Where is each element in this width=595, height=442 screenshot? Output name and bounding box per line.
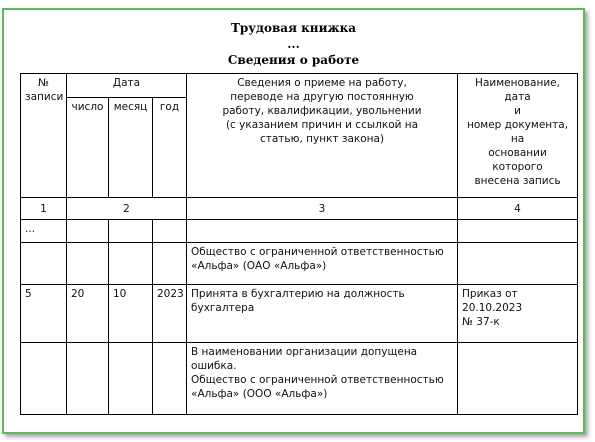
header-info: Сведения о приеме на работу, переводе на другую постоянную работу, квалификации, увольнении (с указанием причин и ссылкой на статью, пункт закона) <box>187 74 458 198</box>
row-month <box>109 243 153 285</box>
column-number-row <box>21 198 578 220</box>
header-doc: Наименование, дата и номер документа, на основании которого внесена запись <box>458 74 578 198</box>
work-record-table <box>20 73 578 415</box>
section-title: Сведения о работе <box>227 53 360 67</box>
table-row <box>21 243 578 285</box>
header-date: Дата <box>67 74 187 98</box>
row-doc: Приказ от 20.10.2023 № 37-к <box>458 285 578 343</box>
row-info <box>187 220 458 243</box>
row-doc <box>458 343 578 415</box>
row-no <box>21 243 67 285</box>
header-month: месяц <box>109 98 153 198</box>
document-title: Трудовая книжка <box>230 21 357 35</box>
row-info: Принята в бухгалтерию на должность бухгалтера <box>187 285 458 343</box>
row-no <box>21 343 67 415</box>
table-row <box>21 343 578 415</box>
row-doc <box>458 243 578 285</box>
row-month <box>109 220 153 243</box>
document-ellipsis: ... <box>287 37 300 51</box>
row-day <box>67 220 109 243</box>
table-row <box>21 220 578 243</box>
row-day: 20 <box>67 285 109 343</box>
header-day: число <box>67 98 109 198</box>
row-doc <box>458 220 578 243</box>
row-month: 10 <box>109 285 153 343</box>
row-day <box>67 243 109 285</box>
header-year: год <box>153 98 187 198</box>
table-row <box>21 285 578 343</box>
row-year <box>153 243 187 285</box>
row-info: В наименовании организации допущена ошибка. Общество с ограниченной ответственностью «Альфа» (ООО «Альфа») <box>187 343 458 415</box>
header-record-no: № записи <box>21 74 67 198</box>
col-number-1: 1 <box>21 198 67 220</box>
row-year <box>153 220 187 243</box>
document-heading <box>4 20 583 68</box>
row-day <box>67 343 109 415</box>
row-year: 2023 <box>153 285 187 343</box>
col-number-2: 2 <box>67 198 187 220</box>
row-month <box>109 343 153 415</box>
row-no: ... <box>21 220 67 243</box>
row-year <box>153 343 187 415</box>
col-number-3: 3 <box>187 198 458 220</box>
col-number-4: 4 <box>458 198 578 220</box>
row-info: Общество с ограниченной ответственностью «Альфа» (ОАО «Альфа») <box>187 243 458 285</box>
row-no: 5 <box>21 285 67 343</box>
